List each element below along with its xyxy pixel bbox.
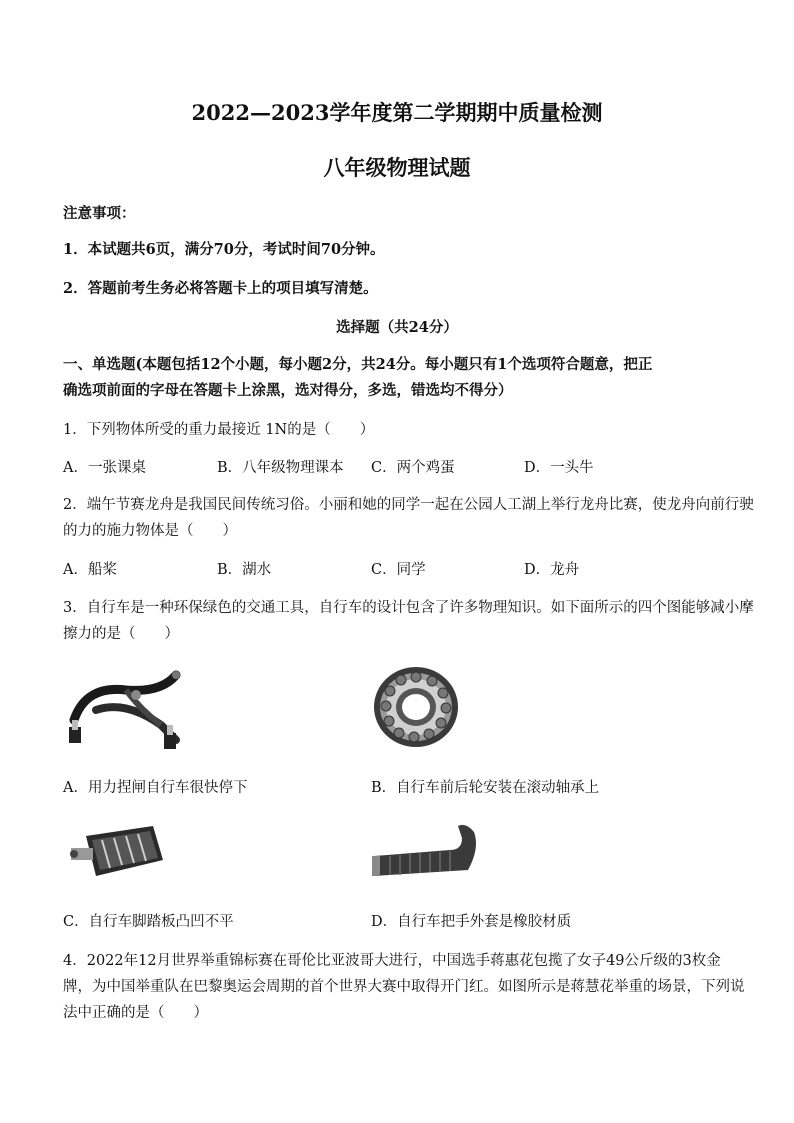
question-stem: 3．自行车是一种环保绿色的交通工具，自行车的设计包含了许多物理知识。如下面所示的四个图能够减小摩: [63, 600, 754, 616]
option-c[interactable]: C．同学: [371, 562, 426, 578]
question-stem: 4．2022年12月世界举重锦标赛在哥伦比亚波哥大进行，中国选手蒋惠花包揽了女子49公斤级的3枚金: [63, 953, 721, 969]
part-heading: 一、单选题(本题包括12个小题，每小题2分，共24分。每小题只有1个选项符合题意，把正: [63, 356, 653, 373]
option-b[interactable]: B．自行车前后轮安装在滚动轴承上: [371, 780, 600, 796]
part-heading: 确选项前面的字母在答题卡上涂黑，选对得分，多选，错选均不得分）: [63, 382, 513, 399]
note-item: 2．答题前考生务必将答题卡上的项目填写清楚。: [63, 280, 378, 297]
notes-heading: 注意事项：: [63, 205, 136, 222]
note-item: 1．本试题共6页，满分70分，考试时间70分钟。: [63, 241, 385, 258]
ball-bearing-image: [370, 663, 462, 751]
exam-title: 2022—2023学年度第二学期期中质量检测: [191, 100, 603, 125]
option-d[interactable]: D．龙舟: [524, 562, 580, 578]
question-stem: 2．端午节赛龙舟是我国民间传统习俗。小丽和她的同学一起在公园人工湖上举行龙舟比赛，使龙舟向前行驶: [63, 497, 754, 513]
brake-caliper-image: [66, 665, 192, 751]
option-a[interactable]: A．一张课桌: [63, 460, 146, 476]
option-d[interactable]: D．一头牛: [524, 460, 594, 476]
exam-subtitle: 八年级物理试题: [323, 155, 471, 180]
question-stem: 1．下列物体所受的重力最接近 1N的是（ ）: [63, 422, 375, 438]
question-stem: 的力的施力物体是（ ）: [63, 523, 237, 539]
option-a[interactable]: A．船桨: [63, 562, 117, 578]
option-a[interactable]: A．用力捏闸自行车很快停下: [63, 780, 248, 796]
bicycle-pedal-image: [68, 818, 168, 884]
question-stem: 牌，为中国举重队在巴黎奥运会周期的首个世界大赛中取得开门红。如图所示是蒋慧花举重的场景，下列说: [63, 979, 745, 995]
question-stem: 法中正确的是（ ）: [63, 1005, 208, 1021]
question-stem: 擦力的是（ ）: [63, 626, 179, 642]
section-title: 选择题（共24分）: [336, 319, 458, 336]
rubber-grip-image: [370, 820, 482, 886]
option-d[interactable]: D．自行车把手外套是橡胶材质: [371, 914, 572, 930]
option-b[interactable]: B．湖水: [217, 562, 272, 578]
option-b[interactable]: B．八年级物理课本: [217, 460, 344, 476]
option-c[interactable]: C．自行车脚踏板凸凹不平: [63, 914, 234, 930]
option-c[interactable]: C．两个鸡蛋: [371, 460, 455, 476]
